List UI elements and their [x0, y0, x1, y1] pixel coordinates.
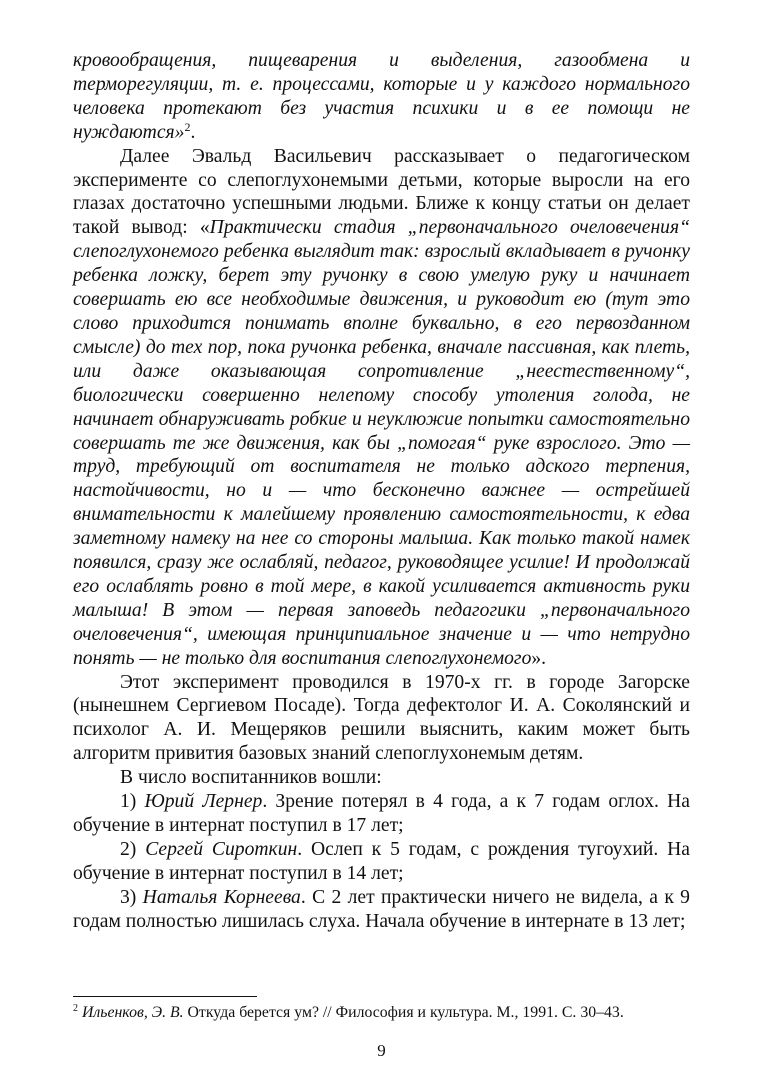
pupil-text: . Зрение потерял в 4 года, а к 7 годам оглох. На обучение в интернат поступил в 17 лет;	[73, 791, 690, 836]
paragraph-zagorsk: Этот эксперимент проводился в 1970-х гг. в городе Загорске (нынешнем Сергиевом Посаде). Тогда дефектолог И. А. Соколянский и психолог А. И. Мещеряков решили выяснить, каким может быть алгоритм привития базовых знаний слепоглухонемым детям.	[73, 671, 690, 765]
pupil-name: Наталья Корнеева	[142, 886, 301, 908]
footnote-text: Откуда берется ум? // Философия и культура. М., 1991. С. 30–43.	[183, 1004, 624, 1021]
pupil-text: . Ослеп к 5 годам, с рождения тугоухий. На обучение в интернат поступил в 14 лет;	[73, 838, 690, 884]
footnote-divider	[73, 996, 257, 997]
paragraph-experiment-tail: ».	[531, 647, 547, 669]
paragraph-experiment-lead: Далее Эвальд Васильевич рассказывает о педагогическом эксперименте со слепоглухонемыми детьми, которые выросли на его глазах достаточно успешными людьми. Ближе к концу статьи он делает такой вывод: «	[73, 145, 690, 239]
quote-continuation-text: кровообращения, пищеварения и выделения, газообмена и терморегуляции, т. е. процессами, которые и у каждого нормального человека протекают без участия психики и в ее помощи не нуждаются»	[73, 50, 690, 143]
pupil-number: 2)	[120, 838, 146, 860]
pupil-item	[73, 790, 690, 838]
footnote-number: 2	[73, 1003, 78, 1014]
page-body	[73, 49, 690, 934]
pupil-number: 3)	[120, 886, 143, 908]
paragraph-pupils-intro: В число воспитанников вошли:	[120, 767, 382, 789]
pupil-number: 1)	[120, 791, 145, 813]
ilyenkov-quote: Практически стадия „первоначального очеловечения“ слепоглухонемого ребенка выглядит так: взрослый вкладывает в ручонку ребенка ложку, берет эту ручонку в свою умелую руку и начинает совершать ею все необходимые движения, и руководит ею (тут это слово приходится понимать вполне буквально, в его первозданном смысле) до тех пор, пока ручонка ребенка, вначале пассивная, как плеть, или даже оказывающая сопротивление „неестественному“, биологически совершенно нелепому способу утоления голода, не начинает обнаруживать робкие и неуклюжие попытки самостоятельно совершать те же движения, как бы „помогая“ руке взрослого. Это — труд, требующий от воспитателя не только адского терпения, настойчивости, но и — что бесконечно важнее — острейшей внимательности к малейшему проявлению самостоятельности, к едва заметному намеку на нее со стороны малыша. Как только такой намек появился, сразу же ослабляй, педагог, руководящее усилие! И продолжай его ослаблять ровно в той мере, в какой усиливается активность руки малыша! В этом — первая заповедь педагогики „первоначального очеловечения“, имеющая принципиальное значение и — что нетрудно понять — не только для воспитания слепоглухонемого	[73, 217, 690, 669]
pupil-item	[73, 886, 690, 934]
pupil-text: . С 2 лет практически ничего не видела, а к 9 годам полностью лишилась слуха. Начала обучение в интернате в 13 лет;	[73, 886, 690, 932]
footnote-reference: 2	[184, 119, 191, 134]
page-number: 9	[377, 1041, 386, 1060]
pupil-name: Юрий Лернер	[144, 791, 263, 813]
paragraph-experiment	[73, 145, 690, 671]
footnote-author: Ильенков, Э. В.	[81, 1004, 184, 1021]
pupil-item	[73, 838, 690, 886]
footnote	[73, 1003, 713, 1023]
pupil-name: Сергей Сироткин	[145, 838, 298, 860]
quote-continuation: кровообращения, пищеварения и выделения, газообмена и терморегуляции, т. е. процессами, которые и у каждого нормального человека протекают без участия психики и в ее помощи не нуждаются»$^2$.	[73, 50, 690, 143]
